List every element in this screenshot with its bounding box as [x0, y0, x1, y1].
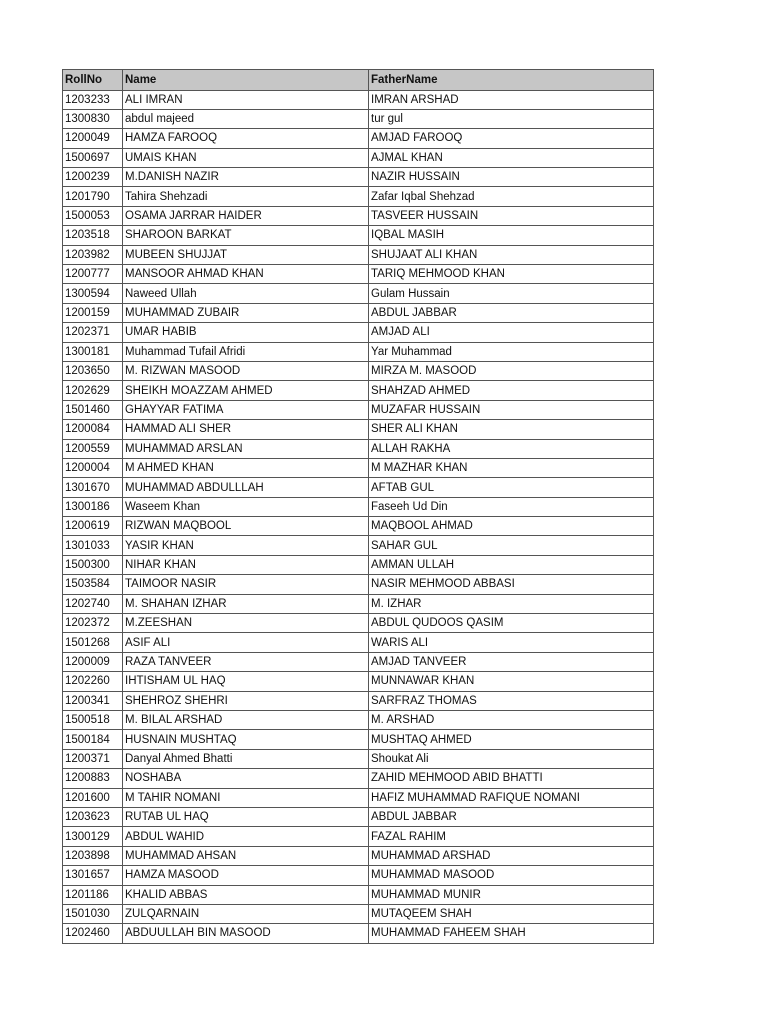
name-cell: ABDUL WAHID — [123, 827, 369, 846]
rollno-cell: 1203982 — [63, 245, 123, 264]
rollno-cell: 1501268 — [63, 633, 123, 652]
fathername-cell: tur gul — [369, 109, 654, 128]
table-row — [63, 458, 654, 477]
rollno-cell: 1500300 — [63, 555, 123, 574]
rollno-cell: 1202260 — [63, 672, 123, 691]
rollno-cell: 1300181 — [63, 342, 123, 361]
table-row — [63, 420, 654, 439]
table-row — [63, 866, 654, 885]
table-row — [63, 924, 654, 943]
header-name: Name — [123, 70, 369, 91]
rollno-cell: 1301670 — [63, 478, 123, 497]
name-cell: ASIF ALI — [123, 633, 369, 652]
name-cell: Naweed Ullah — [123, 284, 369, 303]
table-row — [63, 885, 654, 904]
fathername-cell: MAQBOOL AHMAD — [369, 517, 654, 536]
name-cell: UMAIS KHAN — [123, 148, 369, 167]
name-cell: IHTISHAM UL HAQ — [123, 672, 369, 691]
rollno-cell: 1200559 — [63, 439, 123, 458]
name-cell: HAMZA FAROOQ — [123, 129, 369, 148]
table-row — [63, 555, 654, 574]
name-cell: M AHMED KHAN — [123, 458, 369, 477]
rollno-cell: 1300594 — [63, 284, 123, 303]
header-fathername: FatherName — [369, 70, 654, 91]
fathername-cell: MUSHTAQ AHMED — [369, 730, 654, 749]
table-row — [63, 846, 654, 865]
fathername-cell: MUHAMMAD ARSHAD — [369, 846, 654, 865]
name-cell: ABDUULLAH BIN MASOOD — [123, 924, 369, 943]
name-cell: M. RIZWAN MASOOD — [123, 361, 369, 380]
fathername-cell: AMJAD FAROOQ — [369, 129, 654, 148]
fathername-cell: ALLAH RAKHA — [369, 439, 654, 458]
fathername-cell: SHUJAAT ALI KHAN — [369, 245, 654, 264]
name-cell: OSAMA JARRAR HAIDER — [123, 206, 369, 225]
rollno-cell: 1200009 — [63, 652, 123, 671]
fathername-cell: MUNNAWAR KHAN — [369, 672, 654, 691]
name-cell: MUBEEN SHUJJAT — [123, 245, 369, 264]
fathername-cell: IMRAN ARSHAD — [369, 90, 654, 109]
fathername-cell: MUHAMMAD MASOOD — [369, 866, 654, 885]
table-row — [63, 711, 654, 730]
rollno-cell: 1200084 — [63, 420, 123, 439]
name-cell: RIZWAN MAQBOOL — [123, 517, 369, 536]
fathername-cell: M MAZHAR KHAN — [369, 458, 654, 477]
rollno-cell: 1300830 — [63, 109, 123, 128]
name-cell: MUHAMMAD ARSLAN — [123, 439, 369, 458]
fathername-cell: NAZIR HUSSAIN — [369, 168, 654, 187]
fathername-cell: ABDUL JABBAR — [369, 807, 654, 826]
name-cell: ALI IMRAN — [123, 90, 369, 109]
fathername-cell: IQBAL MASIH — [369, 226, 654, 245]
rollno-cell: 1203898 — [63, 846, 123, 865]
table-row — [63, 168, 654, 187]
header-rollno: RollNo — [63, 70, 123, 91]
rollno-cell: 1200883 — [63, 769, 123, 788]
fathername-cell: Shoukat Ali — [369, 749, 654, 768]
fathername-cell: WARIS ALI — [369, 633, 654, 652]
name-cell: MUHAMMAD ZUBAIR — [123, 303, 369, 322]
table-row — [63, 614, 654, 633]
table-row — [63, 575, 654, 594]
name-cell: SHEHROZ SHEHRI — [123, 691, 369, 710]
name-cell: M.DANISH NAZIR — [123, 168, 369, 187]
rollno-cell: 1500697 — [63, 148, 123, 167]
table-row — [63, 148, 654, 167]
table-row — [63, 497, 654, 516]
name-cell: YASIR KHAN — [123, 536, 369, 555]
name-cell: Tahira Shehzadi — [123, 187, 369, 206]
name-cell: HAMMAD ALI SHER — [123, 420, 369, 439]
name-cell: GHAYYAR FATIMA — [123, 400, 369, 419]
table-row — [63, 594, 654, 613]
table-row — [63, 342, 654, 361]
fathername-cell: MIRZA M. MASOOD — [369, 361, 654, 380]
rollno-cell: 1202371 — [63, 323, 123, 342]
rollno-cell: 1202740 — [63, 594, 123, 613]
name-cell: M. BILAL ARSHAD — [123, 711, 369, 730]
fathername-cell: AMMAN ULLAH — [369, 555, 654, 574]
name-cell: MUHAMMAD ABDULLLAH — [123, 478, 369, 497]
table-row — [63, 206, 654, 225]
name-cell: NIHAR KHAN — [123, 555, 369, 574]
fathername-cell: Zafar Iqbal Shehzad — [369, 187, 654, 206]
rollno-cell: 1203518 — [63, 226, 123, 245]
fathername-cell: AJMAL KHAN — [369, 148, 654, 167]
table-row — [63, 381, 654, 400]
rollno-cell: 1200159 — [63, 303, 123, 322]
table-row — [63, 517, 654, 536]
rollno-cell: 1500053 — [63, 206, 123, 225]
fathername-cell: FAZAL RAHIM — [369, 827, 654, 846]
name-cell: NOSHABA — [123, 769, 369, 788]
table-row — [63, 187, 654, 206]
table-row — [63, 323, 654, 342]
rollno-cell: 1500184 — [63, 730, 123, 749]
rollno-cell: 1203233 — [63, 90, 123, 109]
table-row — [63, 904, 654, 923]
rollno-cell: 1203650 — [63, 361, 123, 380]
fathername-cell: MUHAMMAD FAHEEM SHAH — [369, 924, 654, 943]
table-row — [63, 730, 654, 749]
table-row — [63, 652, 654, 671]
table-row — [63, 361, 654, 380]
fathername-cell: M. ARSHAD — [369, 711, 654, 730]
name-cell: RAZA TANVEER — [123, 652, 369, 671]
fathername-cell: AFTAB GUL — [369, 478, 654, 497]
fathername-cell: SHER ALI KHAN — [369, 420, 654, 439]
rollno-cell: 1202629 — [63, 381, 123, 400]
name-cell: ZULQARNAIN — [123, 904, 369, 923]
name-cell: Waseem Khan — [123, 497, 369, 516]
rollno-cell: 1201600 — [63, 788, 123, 807]
table-row — [63, 478, 654, 497]
header-row — [63, 70, 654, 91]
table-row — [63, 439, 654, 458]
name-cell: M TAHIR NOMANI — [123, 788, 369, 807]
table-row — [63, 303, 654, 322]
fathername-cell: SHAHZAD AHMED — [369, 381, 654, 400]
table-row — [63, 90, 654, 109]
table-row — [63, 226, 654, 245]
name-cell: RUTAB UL HAQ — [123, 807, 369, 826]
rollno-cell: 1503584 — [63, 575, 123, 594]
table-row — [63, 633, 654, 652]
rollno-cell: 1200619 — [63, 517, 123, 536]
rollno-cell: 1300129 — [63, 827, 123, 846]
name-cell: MANSOOR AHMAD KHAN — [123, 265, 369, 284]
fathername-cell: HAFIZ MUHAMMAD RAFIQUE NOMANI — [369, 788, 654, 807]
rollno-cell: 1200239 — [63, 168, 123, 187]
rollno-cell: 1202460 — [63, 924, 123, 943]
table-row — [63, 284, 654, 303]
name-cell: TAIMOOR NASIR — [123, 575, 369, 594]
fathername-cell: Faseeh Ud Din — [369, 497, 654, 516]
name-cell: SHEIKH MOAZZAM AHMED — [123, 381, 369, 400]
table-row — [63, 672, 654, 691]
rollno-cell: 1202372 — [63, 614, 123, 633]
fathername-cell: TARIQ MEHMOOD KHAN — [369, 265, 654, 284]
name-cell: Danyal Ahmed Bhatti — [123, 749, 369, 768]
table-row — [63, 245, 654, 264]
rollno-cell: 1201790 — [63, 187, 123, 206]
fathername-cell: AMJAD ALI — [369, 323, 654, 342]
rollno-cell: 1501460 — [63, 400, 123, 419]
rollno-cell: 1201186 — [63, 885, 123, 904]
fathername-cell: MUHAMMAD MUNIR — [369, 885, 654, 904]
table-row — [63, 129, 654, 148]
table-row — [63, 749, 654, 768]
fathername-cell: MUZAFAR HUSSAIN — [369, 400, 654, 419]
table-row — [63, 807, 654, 826]
rollno-cell: 1301033 — [63, 536, 123, 555]
rollno-cell: 1200004 — [63, 458, 123, 477]
table-row — [63, 536, 654, 555]
rollno-cell: 1300186 — [63, 497, 123, 516]
rollno-cell: 1200371 — [63, 749, 123, 768]
name-cell: SHAROON BARKAT — [123, 226, 369, 245]
name-cell: HAMZA MASOOD — [123, 866, 369, 885]
fathername-cell: SAHAR GUL — [369, 536, 654, 555]
fathername-cell: TASVEER HUSSAIN — [369, 206, 654, 225]
rollno-cell: 1301657 — [63, 866, 123, 885]
name-cell: M. SHAHAN IZHAR — [123, 594, 369, 613]
name-cell: HUSNAIN MUSHTAQ — [123, 730, 369, 749]
student-roll-table — [62, 69, 654, 944]
name-cell: Muhammad Tufail Afridi — [123, 342, 369, 361]
fathername-cell: M. IZHAR — [369, 594, 654, 613]
rollno-cell: 1200049 — [63, 129, 123, 148]
rollno-cell: 1200341 — [63, 691, 123, 710]
fathername-cell: SARFRAZ THOMAS — [369, 691, 654, 710]
fathername-cell: AMJAD TANVEER — [369, 652, 654, 671]
rollno-cell: 1501030 — [63, 904, 123, 923]
fathername-cell: ZAHID MEHMOOD ABID BHATTI — [369, 769, 654, 788]
rollno-cell: 1500518 — [63, 711, 123, 730]
rollno-cell: 1203623 — [63, 807, 123, 826]
table-body — [63, 90, 654, 943]
name-cell: M.ZEESHAN — [123, 614, 369, 633]
fathername-cell: MUTAQEEM SHAH — [369, 904, 654, 923]
name-cell: MUHAMMAD AHSAN — [123, 846, 369, 865]
table-row — [63, 265, 654, 284]
fathername-cell: Yar Muhammad — [369, 342, 654, 361]
name-cell: UMAR HABIB — [123, 323, 369, 342]
table-row — [63, 827, 654, 846]
table-row — [63, 400, 654, 419]
fathername-cell: NASIR MEHMOOD ABBASI — [369, 575, 654, 594]
fathername-cell: Gulam Hussain — [369, 284, 654, 303]
name-cell: abdul majeed — [123, 109, 369, 128]
rollno-cell: 1200777 — [63, 265, 123, 284]
table-row — [63, 769, 654, 788]
table-row — [63, 109, 654, 128]
table-row — [63, 691, 654, 710]
fathername-cell: ABDUL JABBAR — [369, 303, 654, 322]
name-cell: KHALID ABBAS — [123, 885, 369, 904]
table-row — [63, 788, 654, 807]
fathername-cell: ABDUL QUDOOS QASIM — [369, 614, 654, 633]
